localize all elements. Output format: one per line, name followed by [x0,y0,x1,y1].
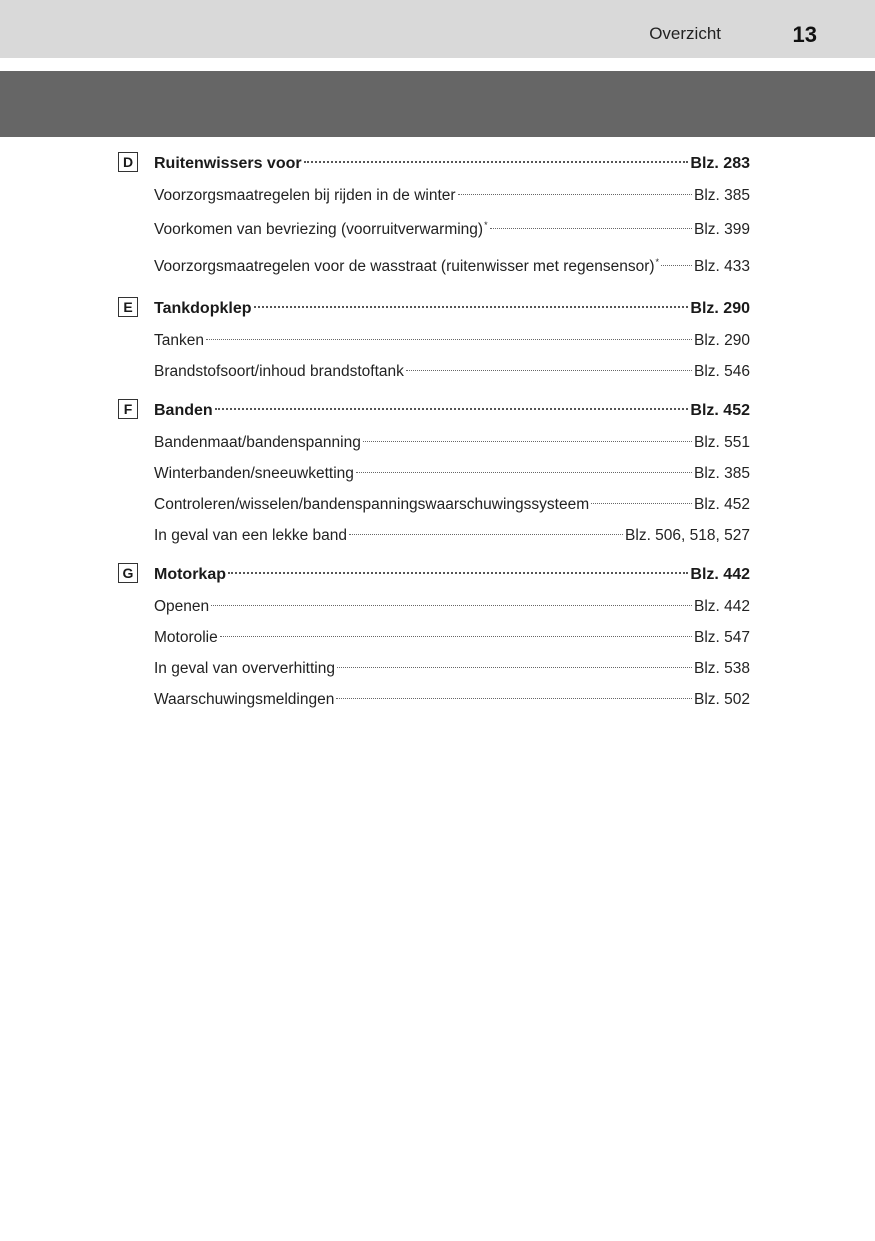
group-letter-badge: G [118,563,138,583]
entry-page-ref: Blz. 452 [693,496,750,513]
dot-leader [336,698,692,699]
dot-leader [304,161,689,163]
entry-label: Waarschuwingsmeldingen [154,691,335,708]
index-entry[interactable] [154,248,750,285]
page-header [0,0,875,58]
dot-leader [349,534,623,535]
index-entry[interactable] [154,622,750,653]
dot-leader [490,228,692,229]
header-band [0,71,875,137]
entry-label: Bandenmaat/bandenspanning [154,434,361,451]
index-entry[interactable] [154,591,750,622]
footnote-marker: * [655,257,660,267]
index-entry[interactable] [154,211,750,248]
entry-label: In geval van een lekke band [154,527,348,544]
dot-leader [215,408,689,410]
entry-page-ref: Blz. 385 [693,187,750,204]
group-letter-badge: E [118,297,138,317]
entry-page-ref: Blz. 399 [693,221,750,238]
entry-label: Winterbanden/sneeuwketting [154,465,354,482]
entry-label: Voorzorgsmaatregelen bij rijden in de winter [154,187,456,204]
index-list [0,148,875,723]
dot-leader [337,667,692,668]
entry-label: Motorolie [154,629,218,646]
entry-page-ref: Blz. 538 [693,660,750,677]
dot-leader [406,370,692,371]
group-letter-badge: F [118,399,138,419]
entry-label: Controleren/wisselen/bandenspanningswaarschuwingssysteem [154,496,590,513]
dot-leader [363,441,692,442]
dot-leader [356,472,692,473]
dot-leader [591,503,692,504]
index-entry-main[interactable] [154,395,750,427]
entry-label: Banden [154,402,213,419]
entry-label: Tanken [154,332,204,349]
entry-label: Brandstofsoort/inhoud brandstoftank [154,363,404,380]
entry-page-ref: Blz. 506, 518, 527 [625,527,750,544]
index-entry[interactable] [154,427,750,458]
index-entry[interactable] [154,684,750,715]
entry-label: Openen [154,598,210,615]
dot-leader [254,306,689,308]
index-entry[interactable] [154,180,750,211]
index-entry-main[interactable] [154,148,750,180]
index-group-e [0,293,875,387]
entry-page-ref: Blz. 283 [690,155,750,172]
dot-leader [458,194,692,195]
dot-leader [220,636,692,637]
dot-leader [206,339,692,340]
index-entry[interactable] [154,489,750,520]
index-group-d [0,148,875,285]
entry-page-ref: Blz. 546 [693,363,750,380]
index-entry[interactable] [154,356,750,387]
index-entry-main[interactable] [154,293,750,325]
dot-leader [228,572,688,574]
entry-page-ref: Blz. 290 [690,300,750,317]
page-number: 13 [792,22,817,47]
footnote-marker: * [484,220,488,230]
section-title: Overzicht [649,24,721,43]
index-entry[interactable] [154,653,750,684]
dot-leader [661,265,692,266]
index-entry[interactable] [154,520,750,551]
index-group-g [0,559,875,715]
entry-page-ref: Blz. 502 [693,691,750,708]
index-group-f [0,395,875,551]
index-entry[interactable] [154,458,750,489]
group-letter-badge: D [118,152,138,172]
entry-label: Voorkomen van bevriezing (voorruitverwarming)* [154,220,488,238]
index-entry[interactable] [154,325,750,356]
dot-leader [211,605,692,606]
entry-page-ref: Blz. 547 [693,629,750,646]
entry-label: Motorkap [154,566,226,583]
entry-label: In geval van oververhitting [154,660,335,677]
entry-label: Voorzorgsmaatregelen voor de wasstraat (ruitenwisser met regensensor)* [154,257,660,275]
entry-page-ref: Blz. 452 [690,402,750,419]
entry-page-ref: Blz. 290 [693,332,750,349]
entry-label: Tankdopklep [154,300,252,317]
entry-page-ref: Blz. 442 [690,566,750,583]
entry-label: Ruitenwissers voor [154,155,302,172]
entry-page-ref: Blz. 442 [693,598,750,615]
entry-page-ref: Blz. 551 [693,434,750,451]
entry-page-ref: Blz. 433 [693,258,750,275]
index-entry-main[interactable] [154,559,750,591]
entry-page-ref: Blz. 385 [693,465,750,482]
